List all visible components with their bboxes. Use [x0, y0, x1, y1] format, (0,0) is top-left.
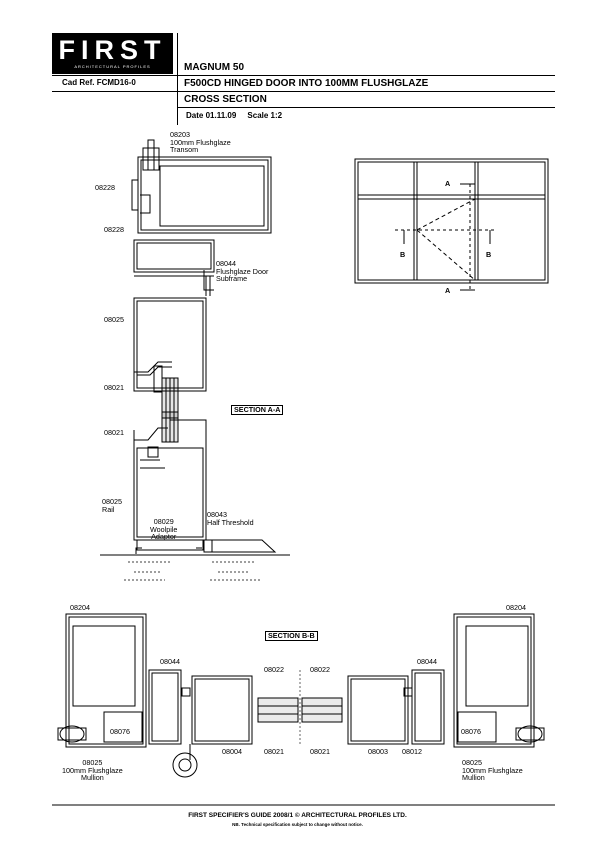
- section-aa-title: SECTION A-A: [231, 405, 283, 415]
- key-marker-a-bottom: A: [445, 286, 451, 295]
- label-08025-right-mullion: [462, 759, 523, 782]
- header-title-3: CROSS SECTION: [184, 94, 267, 105]
- footer-notice: NB. Technical specification subject to change without notice.: [232, 822, 363, 827]
- floor-fixings: [124, 562, 260, 580]
- label-08025-rail: [102, 498, 122, 513]
- cad-ref-label: Cad Ref.: [62, 78, 95, 87]
- key-marker-a-top: A: [445, 179, 451, 188]
- key-plan: [355, 159, 548, 290]
- label-08043-desc: Half Threshold: [207, 517, 254, 527]
- subframe-head: [134, 240, 214, 296]
- label-08012: 08012: [402, 747, 422, 756]
- label-08025-left-desc2: Mullion: [80, 773, 104, 783]
- header-title-2: F500CD HINGED DOOR INTO 100MM FLUSHGLAZE: [184, 78, 429, 89]
- logo-subtext: ARCHITECTURAL PROFILES: [74, 64, 151, 69]
- label-08228-b: 08228: [104, 225, 124, 234]
- label-08021-a: 08021: [104, 383, 124, 392]
- label-08044-code: 08044: [216, 259, 236, 268]
- transom-profile: [132, 137, 271, 233]
- label-08025-left-desc1: 100mm Flushglaze: [62, 765, 123, 775]
- label-08025-left-mullion: [62, 759, 123, 782]
- label-08203: [170, 131, 231, 154]
- label-08025-rail-desc: Rail: [102, 504, 115, 514]
- date-value: 01.11.09: [205, 111, 237, 120]
- label-08025-a: 08025: [104, 315, 124, 324]
- label-08022-right: 08022: [310, 665, 330, 674]
- label-08003: 08003: [368, 747, 388, 756]
- subframe-left-bb: [149, 670, 190, 744]
- label-08021-b: 08021: [104, 428, 124, 437]
- label-08029-desc1: Woolpile: [150, 524, 178, 534]
- label-08025-right-code: 08025: [462, 758, 482, 767]
- key-marker-b-left: B: [400, 250, 406, 259]
- label-08043-code: 08043: [207, 510, 227, 519]
- label-08076-right: 08076: [461, 727, 481, 736]
- footer-copyright: FIRST SPECIFIER'S GUIDE 2008/1 © ARCHITECTURAL PROFILES LTD.: [188, 812, 407, 819]
- scale-value: 1:2: [270, 111, 283, 120]
- label-08203-code: 08203: [170, 130, 190, 139]
- label-08029-code: 08029: [153, 517, 174, 526]
- logo-text: FIRST: [58, 35, 167, 65]
- label-08029: [150, 518, 177, 541]
- label-08203-desc2: Transom: [170, 145, 199, 155]
- label-08044-right: 08044: [417, 657, 437, 666]
- label-08204-left: 08204: [70, 603, 90, 612]
- label-08021-left: 08021: [264, 747, 284, 756]
- threshold: [100, 540, 290, 555]
- door-stile-left: [173, 676, 252, 777]
- key-marker-b-right: B: [486, 250, 492, 259]
- door-stile-right: [348, 676, 408, 744]
- label-08204-right: 08204: [506, 603, 526, 612]
- header-title-1: MAGNUM 50: [184, 62, 245, 73]
- label-08029-desc2: Adaptor: [151, 532, 177, 542]
- label-08044-desc2: Subframe: [216, 274, 248, 284]
- subframe-right-bb: [404, 670, 444, 744]
- label-08076-left: 08076: [110, 727, 130, 736]
- scale-label: Scale: [247, 111, 269, 120]
- label-08025-right-desc2: Mullion: [462, 773, 485, 783]
- label-08043: [207, 511, 254, 526]
- date-label: Date: [186, 111, 204, 120]
- glass-gasket-aa: [162, 378, 178, 442]
- label-08021-right: 08021: [310, 747, 330, 756]
- label-08228-a: 08228: [95, 183, 115, 192]
- label-08004: 08004: [222, 747, 242, 756]
- label-08025-left-code: 08025: [82, 758, 103, 767]
- label-08025-right-desc1: 100mm Flushglaze: [462, 765, 523, 775]
- label-08044-desc1: Flushglaze Door: [216, 266, 269, 276]
- label-08044-left: 08044: [160, 657, 180, 666]
- label-08022-left: 08022: [264, 665, 284, 674]
- cad-ref-value: FCMD16-0: [96, 78, 136, 87]
- label-08025-rail-code: 08025: [102, 497, 122, 506]
- mullion-left: [58, 614, 146, 747]
- section-bb-title: SECTION B-B: [265, 631, 318, 641]
- label-08044: [216, 260, 268, 283]
- label-08203-desc1: 100mm Flushglaze: [170, 137, 231, 147]
